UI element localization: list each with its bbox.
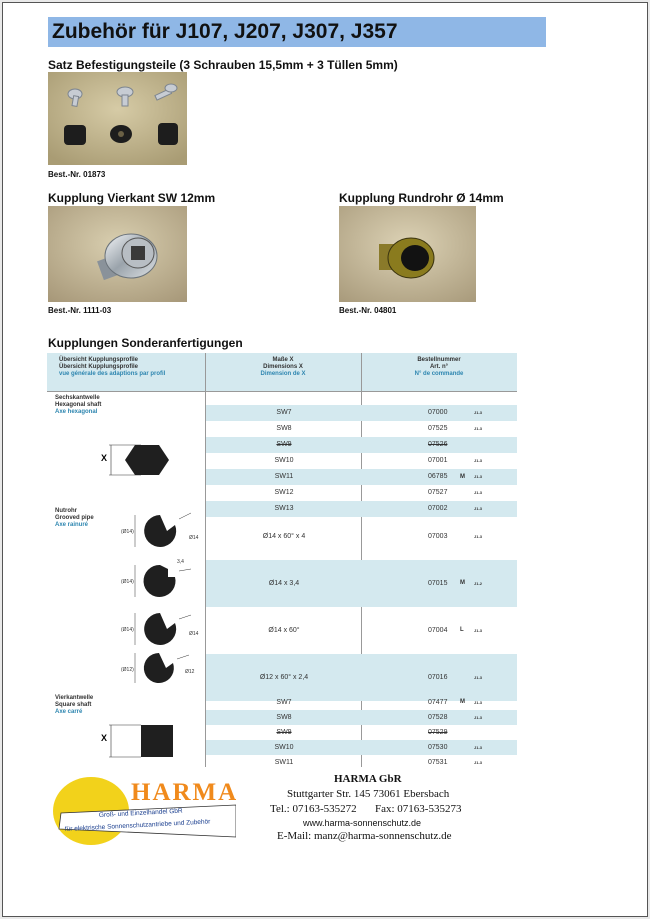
- header-dimensions: Maße X Dimensions X Dimension de X: [260, 357, 306, 377]
- table-row: [206, 437, 517, 453]
- round-coupling-photo: [339, 206, 476, 302]
- square-profile-drawing: [97, 721, 187, 761]
- svg-text:(Ø14): (Ø14): [121, 529, 134, 535]
- ref-cell: J1-3: [474, 715, 483, 720]
- dimension-cell: SW8: [276, 714, 292, 721]
- table-row: [206, 421, 517, 437]
- ref-cell: J1-3: [474, 458, 483, 463]
- table-row: [206, 560, 517, 607]
- table-row: [206, 654, 517, 701]
- table-row: [206, 405, 517, 421]
- dimension-cell: SW7: [276, 409, 292, 416]
- order-number-cell: 07531: [428, 759, 448, 766]
- dimension-cell: SW12: [274, 489, 294, 496]
- company-fax: Fax: 07163-535273: [375, 803, 462, 815]
- dimension-cell: SW13: [274, 505, 294, 512]
- table-row: [206, 485, 517, 501]
- svg-text:3,4: 3,4: [177, 559, 184, 565]
- dimension-cell: Ø14 x 60°: [268, 627, 300, 634]
- ref-cell: J1-3: [474, 426, 483, 431]
- hexagon-profile-drawing: [97, 441, 187, 481]
- header-order-number: Bestellnummer Art. n° N° de commande: [414, 357, 464, 377]
- svg-text:(Ø12): (Ø12): [121, 667, 134, 673]
- page-title: Zubehör für J107, J207, J307, J357: [48, 17, 546, 47]
- dimension-cell: SW11: [274, 473, 294, 480]
- svg-text:Ø12: Ø12: [185, 669, 195, 675]
- dimension-cell: SW8: [276, 425, 292, 432]
- flag-cell: M: [460, 580, 465, 586]
- section-heading-round-coupling: Kupplung Rundrohr Ø 14mm: [339, 191, 504, 205]
- square-shaft-label: Vierkantwelle Square shaft Axe carré: [55, 695, 94, 715]
- order-number-cell: 07000: [428, 409, 448, 416]
- table-row: [206, 513, 517, 560]
- company-name: HARMA GbR: [334, 773, 402, 785]
- dimension-cell: SW9: [276, 441, 292, 448]
- order-number-fasteners: Best.-Nr. 01873: [48, 170, 106, 179]
- ref-cell: J1-3: [474, 534, 483, 539]
- table-row: [206, 755, 517, 770]
- order-number-cell: 07004: [428, 627, 448, 634]
- table-row: [206, 725, 517, 740]
- order-number-cell: 07526: [428, 441, 448, 448]
- order-number-cell: 06785: [428, 473, 448, 480]
- company-address: Stuttgarter Str. 145 73061 Ebersbach: [287, 788, 450, 800]
- dimension-cell: Ø12 x 60° x 2,4: [259, 674, 309, 681]
- order-number-cell: 07001: [428, 457, 448, 464]
- dimension-cell: SW10: [274, 457, 294, 464]
- order-number-cell: 07529: [428, 729, 448, 736]
- ref-cell: J1-3: [474, 700, 483, 705]
- ref-cell: J1-3: [474, 628, 483, 633]
- svg-text:(Ø14): (Ø14): [121, 579, 134, 585]
- ref-cell: J1-3: [474, 506, 483, 511]
- order-number-cell: 07477: [428, 699, 448, 706]
- svg-text:für elektrische Sonnenschutzan: für elektrische Sonnenschutzantriebe und Zubehör: [64, 818, 211, 833]
- dimension-cell: SW11: [274, 759, 294, 766]
- x-dimension-label: X: [101, 733, 108, 743]
- hexagonal-shaft-label: Sechskantwelle Hexagonal shaft Axe hexagonal: [55, 395, 102, 415]
- svg-text:(Ø14): (Ø14): [121, 627, 134, 633]
- ref-cell: J1-2: [474, 581, 483, 586]
- svg-text:Groß- und Einzelhandel GbR: Groß- und Einzelhandel GbR: [98, 807, 183, 819]
- order-number-cell: 07003: [428, 533, 448, 540]
- table-row: [206, 695, 517, 710]
- fasteners-photo: [48, 72, 187, 165]
- company-phone: Tel.: 07163-535272: [270, 803, 357, 815]
- coupling-profiles-table: [47, 353, 517, 767]
- flag-cell: M: [460, 474, 465, 480]
- order-number-cell: 07530: [428, 744, 448, 751]
- table-row: [206, 453, 517, 469]
- page: [2, 2, 648, 917]
- flag-cell: L: [460, 627, 464, 633]
- section-heading-fasteners: Satz Befestigungsteile (3 Schrauben 15,5mm + 3 Tüllen 5mm): [48, 58, 398, 72]
- header-profiles: Übersicht Kupplungsprofile Übersicht Kupplungsprofile vue générale des adaptions par profil: [59, 357, 166, 377]
- dimension-cell: SW7: [276, 699, 292, 706]
- order-number-cell: 07525: [428, 425, 448, 432]
- order-number-cell: 07015: [428, 580, 448, 587]
- table-row: [206, 469, 517, 485]
- section-heading-square-coupling: Kupplung Vierkant SW 12mm: [48, 191, 216, 205]
- ref-cell: J1-3: [474, 745, 483, 750]
- order-number-cell: 07016: [428, 674, 448, 681]
- dimension-cell: SW10: [274, 744, 294, 751]
- flag-cell: M: [460, 699, 465, 705]
- grooved-profile-drawings: [117, 511, 205, 697]
- table-row: [206, 740, 517, 755]
- ref-cell: J1-3: [474, 474, 483, 479]
- svg-text:Ø14: Ø14: [189, 631, 199, 637]
- section-heading-special-couplings: Kupplungen Sonderanfertigungen: [48, 336, 243, 350]
- svg-text:HARMA: HARMA: [131, 779, 236, 806]
- table-row: [206, 607, 517, 654]
- order-number-round-coupling: Best.-Nr. 04801: [339, 306, 397, 315]
- x-dimension-label: X: [101, 453, 108, 463]
- order-number-cell: 07528: [428, 714, 448, 721]
- square-coupling-photo: [48, 206, 187, 302]
- company-website[interactable]: www.harma-sonnenschutz.de: [303, 818, 422, 828]
- ref-cell: J1-3: [474, 760, 483, 765]
- dimension-cell: Ø14 x 3,4: [268, 580, 300, 587]
- ref-cell: J1-3: [474, 675, 483, 680]
- order-number-cell: 07002: [428, 505, 448, 512]
- order-number-cell: 07527: [428, 489, 448, 496]
- dimension-cell: Ø14 x 60° x 4: [262, 533, 306, 540]
- table-row: [206, 710, 517, 725]
- ref-cell: J1-3: [474, 490, 483, 495]
- harma-logo: [51, 773, 236, 848]
- dimension-cell: SW9: [276, 729, 292, 736]
- svg-text:Ø14: Ø14: [189, 535, 199, 541]
- order-number-square-coupling: Best.-Nr. 1111-03: [48, 306, 112, 315]
- grooved-pipe-label: Nutrohr Grooved pipe Axe rainuré: [55, 508, 94, 528]
- company-email[interactable]: E-Mail: manz@harma-sonnenschutz.de: [277, 830, 452, 842]
- header-divider: [47, 391, 517, 392]
- ref-cell: J1-3: [474, 410, 483, 415]
